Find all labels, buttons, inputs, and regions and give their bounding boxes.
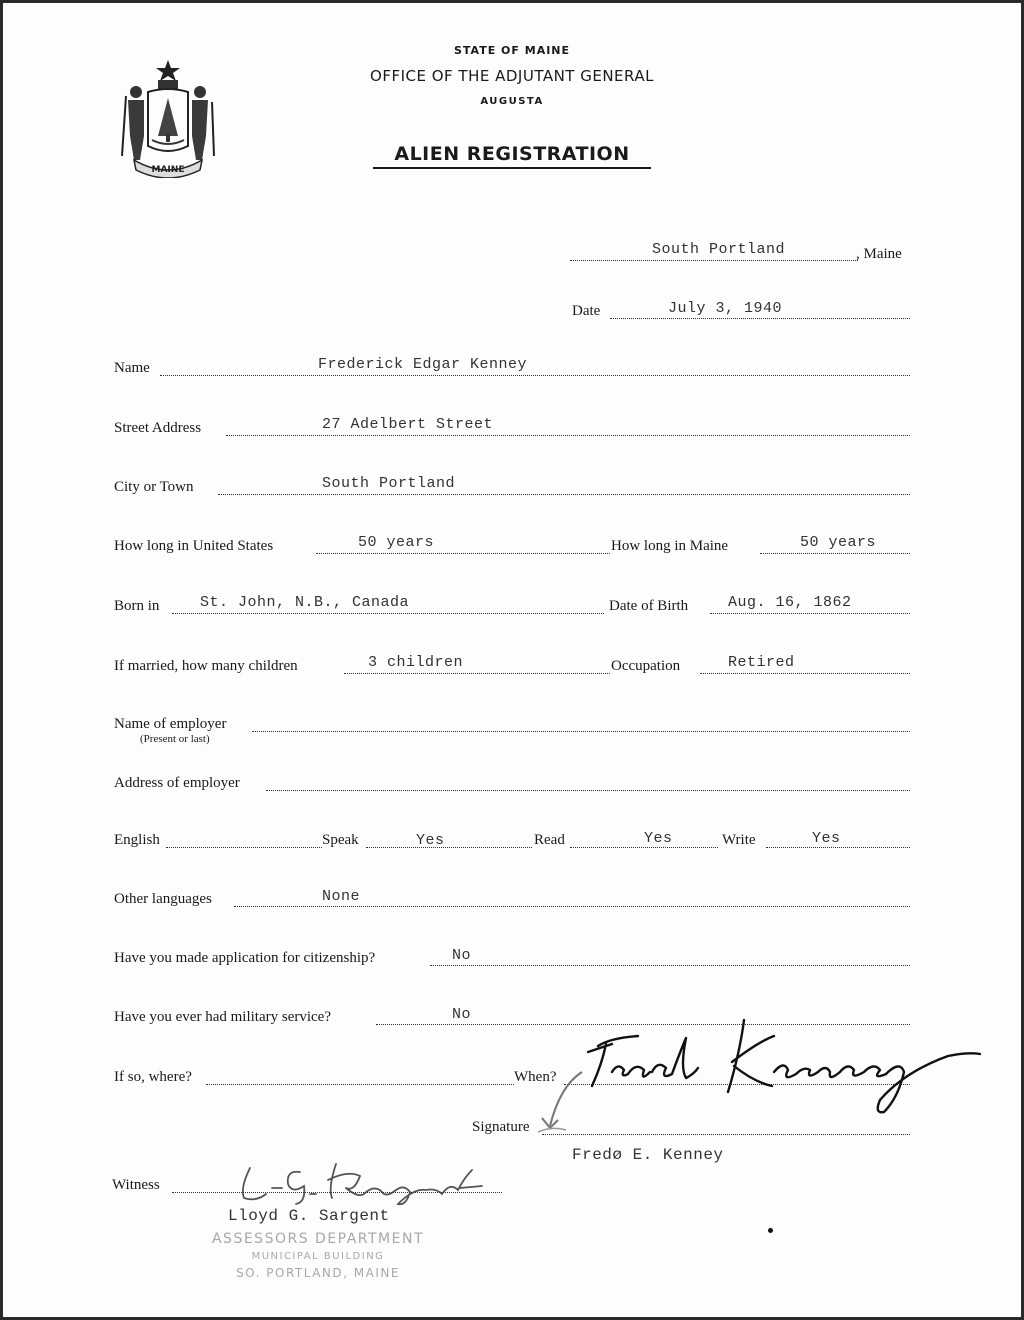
speak-value[interactable]: Yes [416,832,445,849]
place-value[interactable]: South Portland [652,241,786,258]
date-value[interactable]: July 3, 1940 [668,300,783,317]
children-label: If married, how many children [114,658,298,674]
read-value[interactable]: Yes [644,830,673,847]
how-long-us-label: How long in United States [114,538,274,554]
citizenship-label: Have you made application for citizenship? [114,950,376,966]
witness-typed-name: Lloyd G. Sargent [228,1207,390,1225]
seal-banner-text: MAINE [151,165,185,175]
ink-dot [768,1228,773,1233]
where-label: If so, where? [114,1069,192,1085]
stamp-line-1: ASSESSORS DEPARTMENT [211,1231,424,1247]
other-languages-label: Other languages [114,891,212,907]
date-of-birth-value[interactable]: Aug. 16, 1862 [728,594,852,611]
handwritten-signature [568,1012,988,1122]
when-label: When? [514,1069,557,1085]
other-languages-value[interactable]: None [322,888,361,905]
name-value[interactable]: Frederick Edgar Kenney [318,356,528,373]
english-label: English [114,832,160,848]
occupation-value[interactable]: Retired [728,654,795,671]
born-in-label: Born in [114,598,160,614]
city-label: City or Town [114,479,194,495]
street-value[interactable]: 27 Adelbert Street [322,416,494,433]
how-long-us-value[interactable]: 50 years [358,534,435,551]
employer-address-field[interactable] [266,790,910,791]
children-value[interactable]: 3 children [368,654,464,671]
witness-handwritten-signature [236,1158,496,1208]
header-office: OFFICE OF THE ADJUTANT GENERAL [370,67,654,85]
write-value[interactable]: Yes [812,830,841,847]
born-in-value[interactable]: St. John, N.B., Canada [200,594,410,611]
signature-typed-name: Fredø E. Kenney [572,1146,724,1164]
date-label: Date [572,303,601,319]
date-of-birth-label: Date of Birth [609,598,689,614]
name-label: Name [114,360,150,376]
header-state: STATE OF MAINE [453,44,571,57]
employer-name-sublabel: (Present or last) [140,733,210,745]
read-label: Read [534,832,565,848]
street-label: Street Address [114,420,202,436]
military-label: Have you ever had military service? [114,1009,331,1025]
stamp-line-3: SO. PORTLAND, MAINE [236,1266,400,1280]
military-value[interactable]: No [452,1006,472,1023]
city-value[interactable]: South Portland [322,475,456,492]
signature-label: Signature [472,1119,530,1135]
stamp-line-2: MUNICIPAL BUILDING [251,1251,385,1262]
employer-address-label: Address of employer [114,775,240,791]
where-field[interactable] [206,1084,514,1085]
occupation-label: Occupation [611,658,681,674]
how-long-maine-value[interactable]: 50 years [800,534,877,551]
witness-label: Witness [112,1177,160,1193]
form-title: ALIEN REGISTRATION [373,143,651,169]
place-suffix: , Maine [856,246,902,262]
header-city: AUGUSTA [480,96,544,107]
employer-name-label: Name of employer [114,716,227,732]
speak-label: Speak [322,832,359,848]
employer-name-field[interactable] [252,731,910,732]
how-long-maine-label: How long in Maine [611,538,729,554]
citizenship-value[interactable]: No [452,947,472,964]
write-label: Write [722,832,756,848]
